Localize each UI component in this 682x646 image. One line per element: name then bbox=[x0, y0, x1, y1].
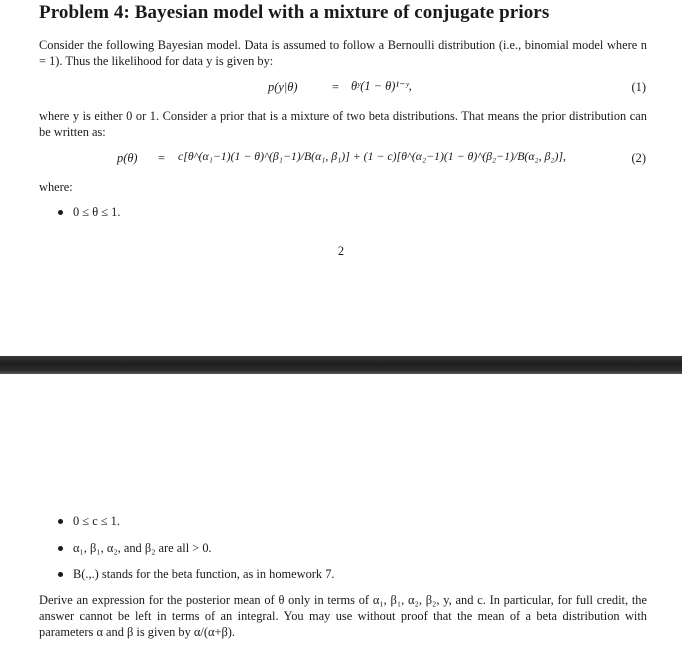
bullet-dot bbox=[58, 546, 63, 551]
eq1-lhs: p(y|θ) bbox=[268, 80, 298, 94]
eq1-rhs: θʸ(1 − θ)¹⁻ʸ, bbox=[351, 79, 412, 93]
intro-paragraph: Consider the following Bayesian model. Data is assumed to follow a Bernoulli distribution (i.e., binomial model where n = 1). Thus the likelihood for data y is given by: bbox=[39, 38, 647, 68]
prior-paragraph: where y is either 0 or 1. Consider a prior that is a mixture of two beta distributions. That means the prior distribution can be written as: bbox=[39, 109, 647, 139]
bullet-dot bbox=[58, 519, 63, 524]
eq2-rhs: c[θ^(α₁−1)(1 − θ)^(β₁−1)/B(α₁, β₁)] + (1 − c)[θ^(α₂−1)(1 − θ)^(β₂−1)/B(α₂, β₂)], bbox=[178, 149, 566, 163]
bullet-text: B(.,.) stands for the beta function, as in homework 7. bbox=[73, 567, 335, 581]
page-separator bbox=[0, 356, 682, 374]
eq2-lhs: p(θ) bbox=[117, 151, 138, 165]
bullet-dot bbox=[58, 210, 63, 215]
where-label: where: bbox=[39, 180, 73, 194]
eq1-number: (1) bbox=[631, 80, 646, 94]
bullet-dot bbox=[58, 572, 63, 577]
bullet-text: 0 ≤ θ ≤ 1. bbox=[73, 205, 121, 219]
bullet-parameters-positive bbox=[58, 541, 212, 556]
eq1-equals: = bbox=[332, 80, 339, 94]
bullet-text: 0 ≤ c ≤ 1. bbox=[73, 514, 120, 528]
eq2-number: (2) bbox=[631, 151, 646, 165]
bullet-text: α₁, β₁, α₂, and β₂ are all > 0. bbox=[73, 541, 212, 555]
bullet-theta-range bbox=[58, 205, 120, 220]
problem-title: Problem 4: Bayesian model with a mixture of conjugate priors bbox=[39, 2, 550, 23]
bullet-beta-function bbox=[58, 567, 335, 582]
document-page-2 bbox=[0, 374, 682, 646]
page-number: 2 bbox=[337, 244, 345, 258]
final-paragraph: Derive an expression for the posterior mean of θ only in terms of α₁, β₁, α₂, β₂, y, and c. In particular, for full credit, the answer cannot be left in terms of an integral. You may use without proof that the mean of a beta distribution with parameters α and β is given by α/(α+β). bbox=[39, 593, 647, 639]
bullet-c-range bbox=[58, 514, 120, 529]
eq2-equals: = bbox=[158, 151, 165, 165]
